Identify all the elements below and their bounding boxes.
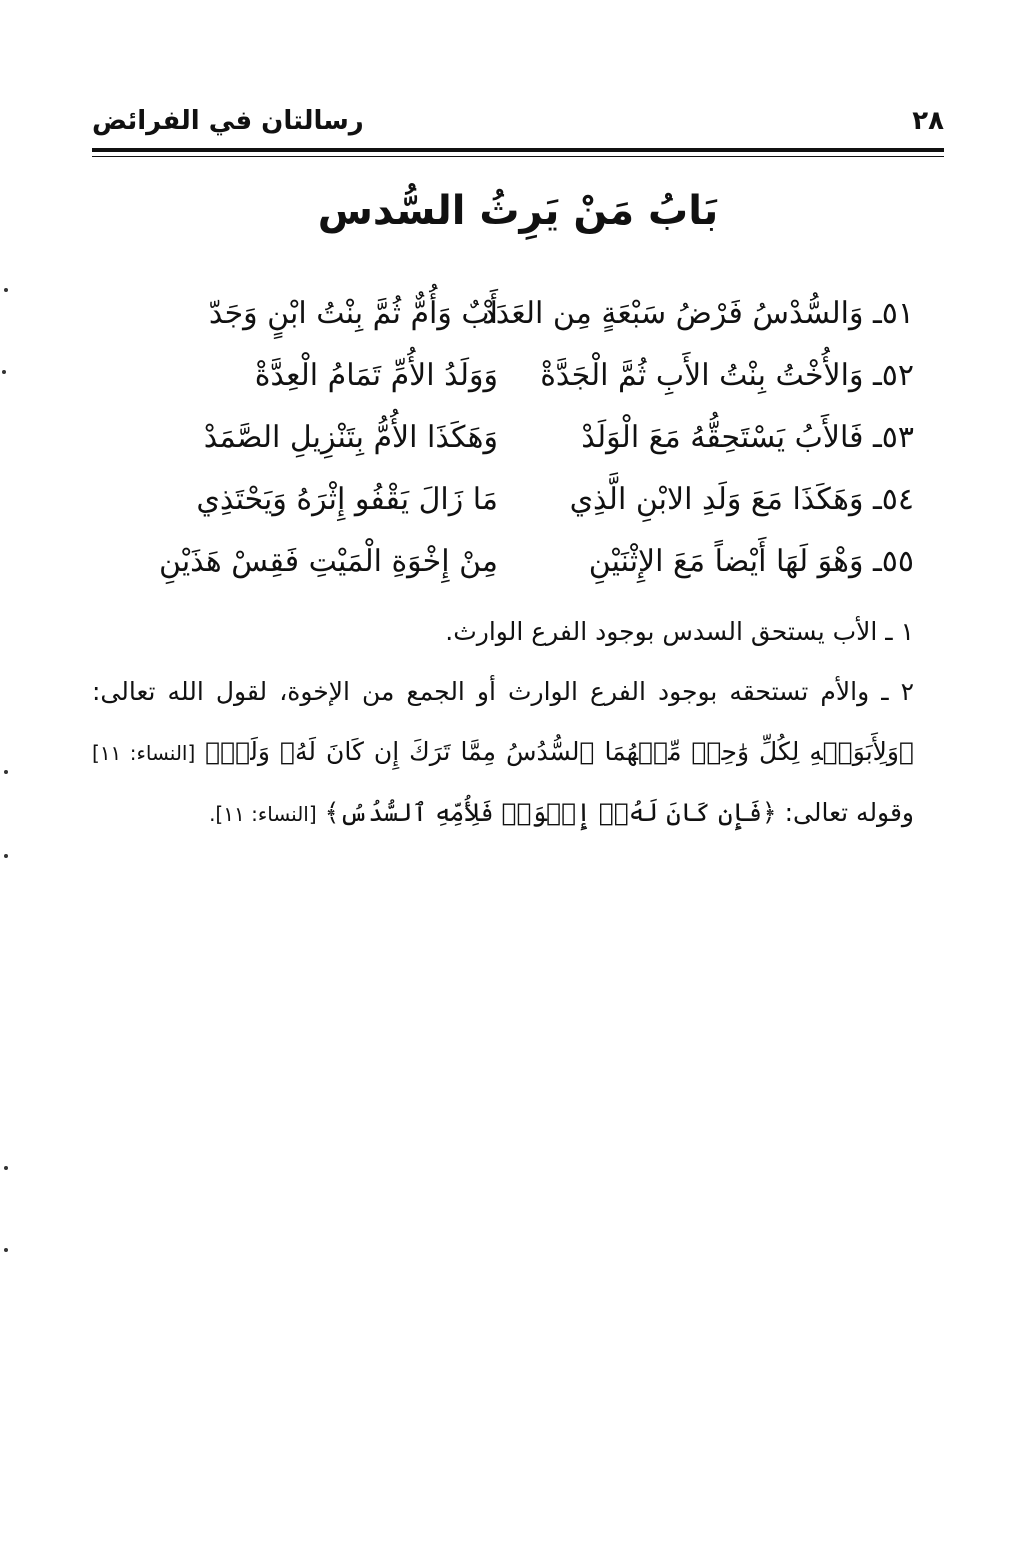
verse-54 [92,476,944,538]
verse-first-hemistich: ٥٢ـ وَالأُخْتُ بِنْتُ الأَبِ ثُمَّ الْجَدَّةْ [540,358,914,393]
verse-53 [92,414,944,476]
verse-second-hemistich: وَوَلَدُ الأُمِّ تَمَامُ الْعِدَّةْ [254,358,498,393]
verse-52 [92,352,944,414]
note-2-intro: ٢ ـ والأم تستحقه بوجود الفرع الوارث أو الجمع من الإخوة، لقول الله تعالى: [92,677,914,706]
verse-second-hemistich: مِنْ إِخْوَةِ الْمَيْتِ فَقِسْ هَذَيْنِ [159,544,498,579]
verse-first-hemistich: ٥١ـ وَالسُّدْسُ فَرْضُ سَبْعَةٍ مِن العَدَدْ [482,296,914,331]
verse-second-hemistich: أَبٌ وَأُمٌّ ثُمَّ بِنْتُ ابْنٍ وَجَدّ [208,296,498,331]
verse-first-hemistich: ٥٣ـ فَالأَبُ يَسْتَحِقُّهُ مَعَ الْوَلَدْ [581,420,914,455]
verse-list [92,290,944,600]
verse-first-hemistich: ٥٤ـ وَهَكَذَا مَعَ وَلَدِ الابْنِ الَّذِي [569,482,914,517]
quran-verse-2: ﴿فَإِن كَانَ لَهُۥٓ إِخۡوَةٞ فَلِأُمِّهِ ٱلسُّدُسُ﴾ [324,798,777,827]
note-1: ١ ـ الأب يستحق السدس بوجود الفرع الوارث. [445,617,914,646]
book-title: رسالتان في الفرائض [92,106,364,136]
header-rule-thick [92,148,944,152]
scan-speck [2,370,6,374]
note-2 [92,662,914,844]
quran-verse-1: ﴿وَلِأَبَوَيۡهِ لِكُلِّ وَٰحِدٖ مِّنۡهُمَا ٱلسُّدُسُ مِمَّا تَرَكَ إِن كَانَ لَهُۥ وَلَدٞ﴾ [205,737,914,766]
chapter-title: بَابُ مَنْ يَرِثُ السُّدس [317,188,719,234]
verse-51 [92,290,944,352]
scan-speck [4,770,8,774]
header-rule-thin [92,156,944,157]
verse-second-hemistich: مَا زَالَ يَقْفُو إِثْرَهُ وَيَحْتَذِي [196,482,498,517]
commentary [92,602,914,844]
page-header [92,104,944,148]
verse-second-hemistich: وَهَكَذَا الأُمُّ بِتَنْزِيلِ الصَّمَدْ [203,420,498,455]
note-2-continuation: وقوله تعالى: [784,798,914,827]
scan-speck [4,1248,8,1252]
page-number: ٢٨ [912,106,944,136]
scan-speck [4,854,8,858]
verse-first-hemistich: ٥٥ـ وَهْوَ لَهَا أَيْضاً مَعَ الإِثْنَيْنِ [588,544,914,579]
quran-reference-1: [النساء: ١١] [92,741,196,765]
scan-speck [4,288,8,292]
quran-reference-2: [النساء: ١١]. [209,802,317,826]
verse-55 [92,538,944,600]
scan-speck [4,1166,8,1170]
